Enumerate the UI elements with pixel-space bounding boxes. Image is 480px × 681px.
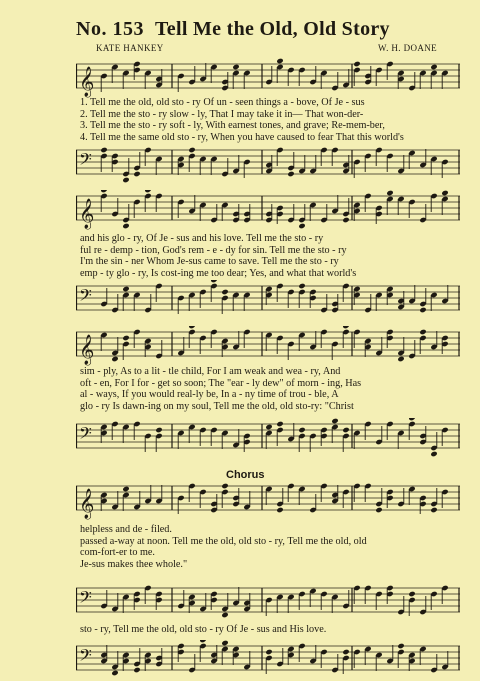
lyric-line: al - ways, If you would real-ly be, In a - ny time of trou - ble, A [80, 389, 339, 401]
treble-clef-icon: 𝄞 [79, 199, 95, 229]
lyric-line: passed a-way at noon. Tell me the old, old sto - ry, Tell me the old, old [80, 535, 367, 547]
lyric-line: helpless and de - filed. [80, 524, 172, 535]
lyric-line: ful re - demp - tion, God's rem - e - dy for sin. Tell me the sto - ry [80, 244, 347, 256]
treble-clef-icon: 𝄞 [79, 67, 95, 97]
lyricist-credit: KATE HANKEY [96, 43, 164, 53]
staff-treble-4 [76, 480, 460, 520]
lyrics-block-1 [80, 97, 404, 143]
staff-bass-4 [76, 582, 460, 622]
lyric-line: oft - en, For I for - get so soon; The "ear - ly dew" of morn - ing, Has [80, 377, 362, 389]
composer-credit: W. H. DOANE [378, 43, 438, 53]
staff-treble-2 [76, 190, 460, 230]
lyric-line: Je-sus makes thee whole." [80, 558, 188, 570]
hymn-title: Tell Me the Old, Old Story [155, 18, 390, 40]
lyric-line: and his glo - ry, Of Je - sus and his love. Tell me the sto - ry [80, 233, 324, 244]
staff-bass-1 [76, 144, 460, 184]
staff-treble-3 [76, 326, 460, 366]
lyric-line: glo - ry Is dawn-ing on my soul, Tell me the old, old sto-ry: "Christ [80, 400, 354, 412]
lyric-line: sim - ply, As to a lit - tle child, For I am weak and wea - ry, And [80, 366, 341, 377]
lyrics-block-3 [80, 366, 361, 412]
bass-clef-icon: 𝄢 [79, 285, 92, 309]
bass-clef-icon: 𝄢 [79, 149, 92, 173]
lyrics-block-2 [80, 233, 356, 279]
lyric-line: I'm the sin - ner Whom Je-sus came to save. Tell me the sto - ry [80, 256, 339, 268]
lyric-line: 2. Tell me the sto - ry slow - ly, That I may take it in— That won-der- [80, 108, 364, 120]
staff-bass-2 [76, 280, 460, 320]
lyric-line: 4. Tell me the same old sto - ry, When you have caused to fear That this world's [80, 131, 404, 143]
lyric-line: 1. Tell me the old, old sto - ry Of un - seen things a - bove, Of Je - sus [80, 97, 365, 108]
bass-clef-icon: 𝄢 [79, 423, 92, 447]
lyric-line: emp - ty glo - ry, Is cost-ing me too dear; Yes, and what that world's [80, 267, 357, 279]
chorus-label: Chorus [226, 469, 265, 481]
hymn-number: No. 153 [76, 18, 144, 40]
lyrics-block-5 [80, 624, 326, 636]
staff-bass-5 [76, 640, 460, 676]
staff-treble-1 [76, 58, 460, 98]
treble-clef-icon: 𝄞 [79, 335, 95, 365]
staff-bass-3 [76, 418, 460, 458]
bass-clef-icon: 𝄢 [79, 645, 92, 669]
lyric-line: 3. Tell me the sto - ry soft - ly, With earnest tones, and grave; Re-mem-ber, [80, 120, 385, 132]
lyric-line: com-fort-er to me. [80, 547, 155, 559]
bass-clef-icon: 𝄢 [79, 587, 92, 611]
lyrics-block-4 [80, 524, 367, 570]
treble-clef-icon: 𝄞 [79, 489, 95, 519]
lyric-line: sto - ry, Tell me the old, old sto - ry Of Je - sus and His love. [80, 624, 327, 635]
